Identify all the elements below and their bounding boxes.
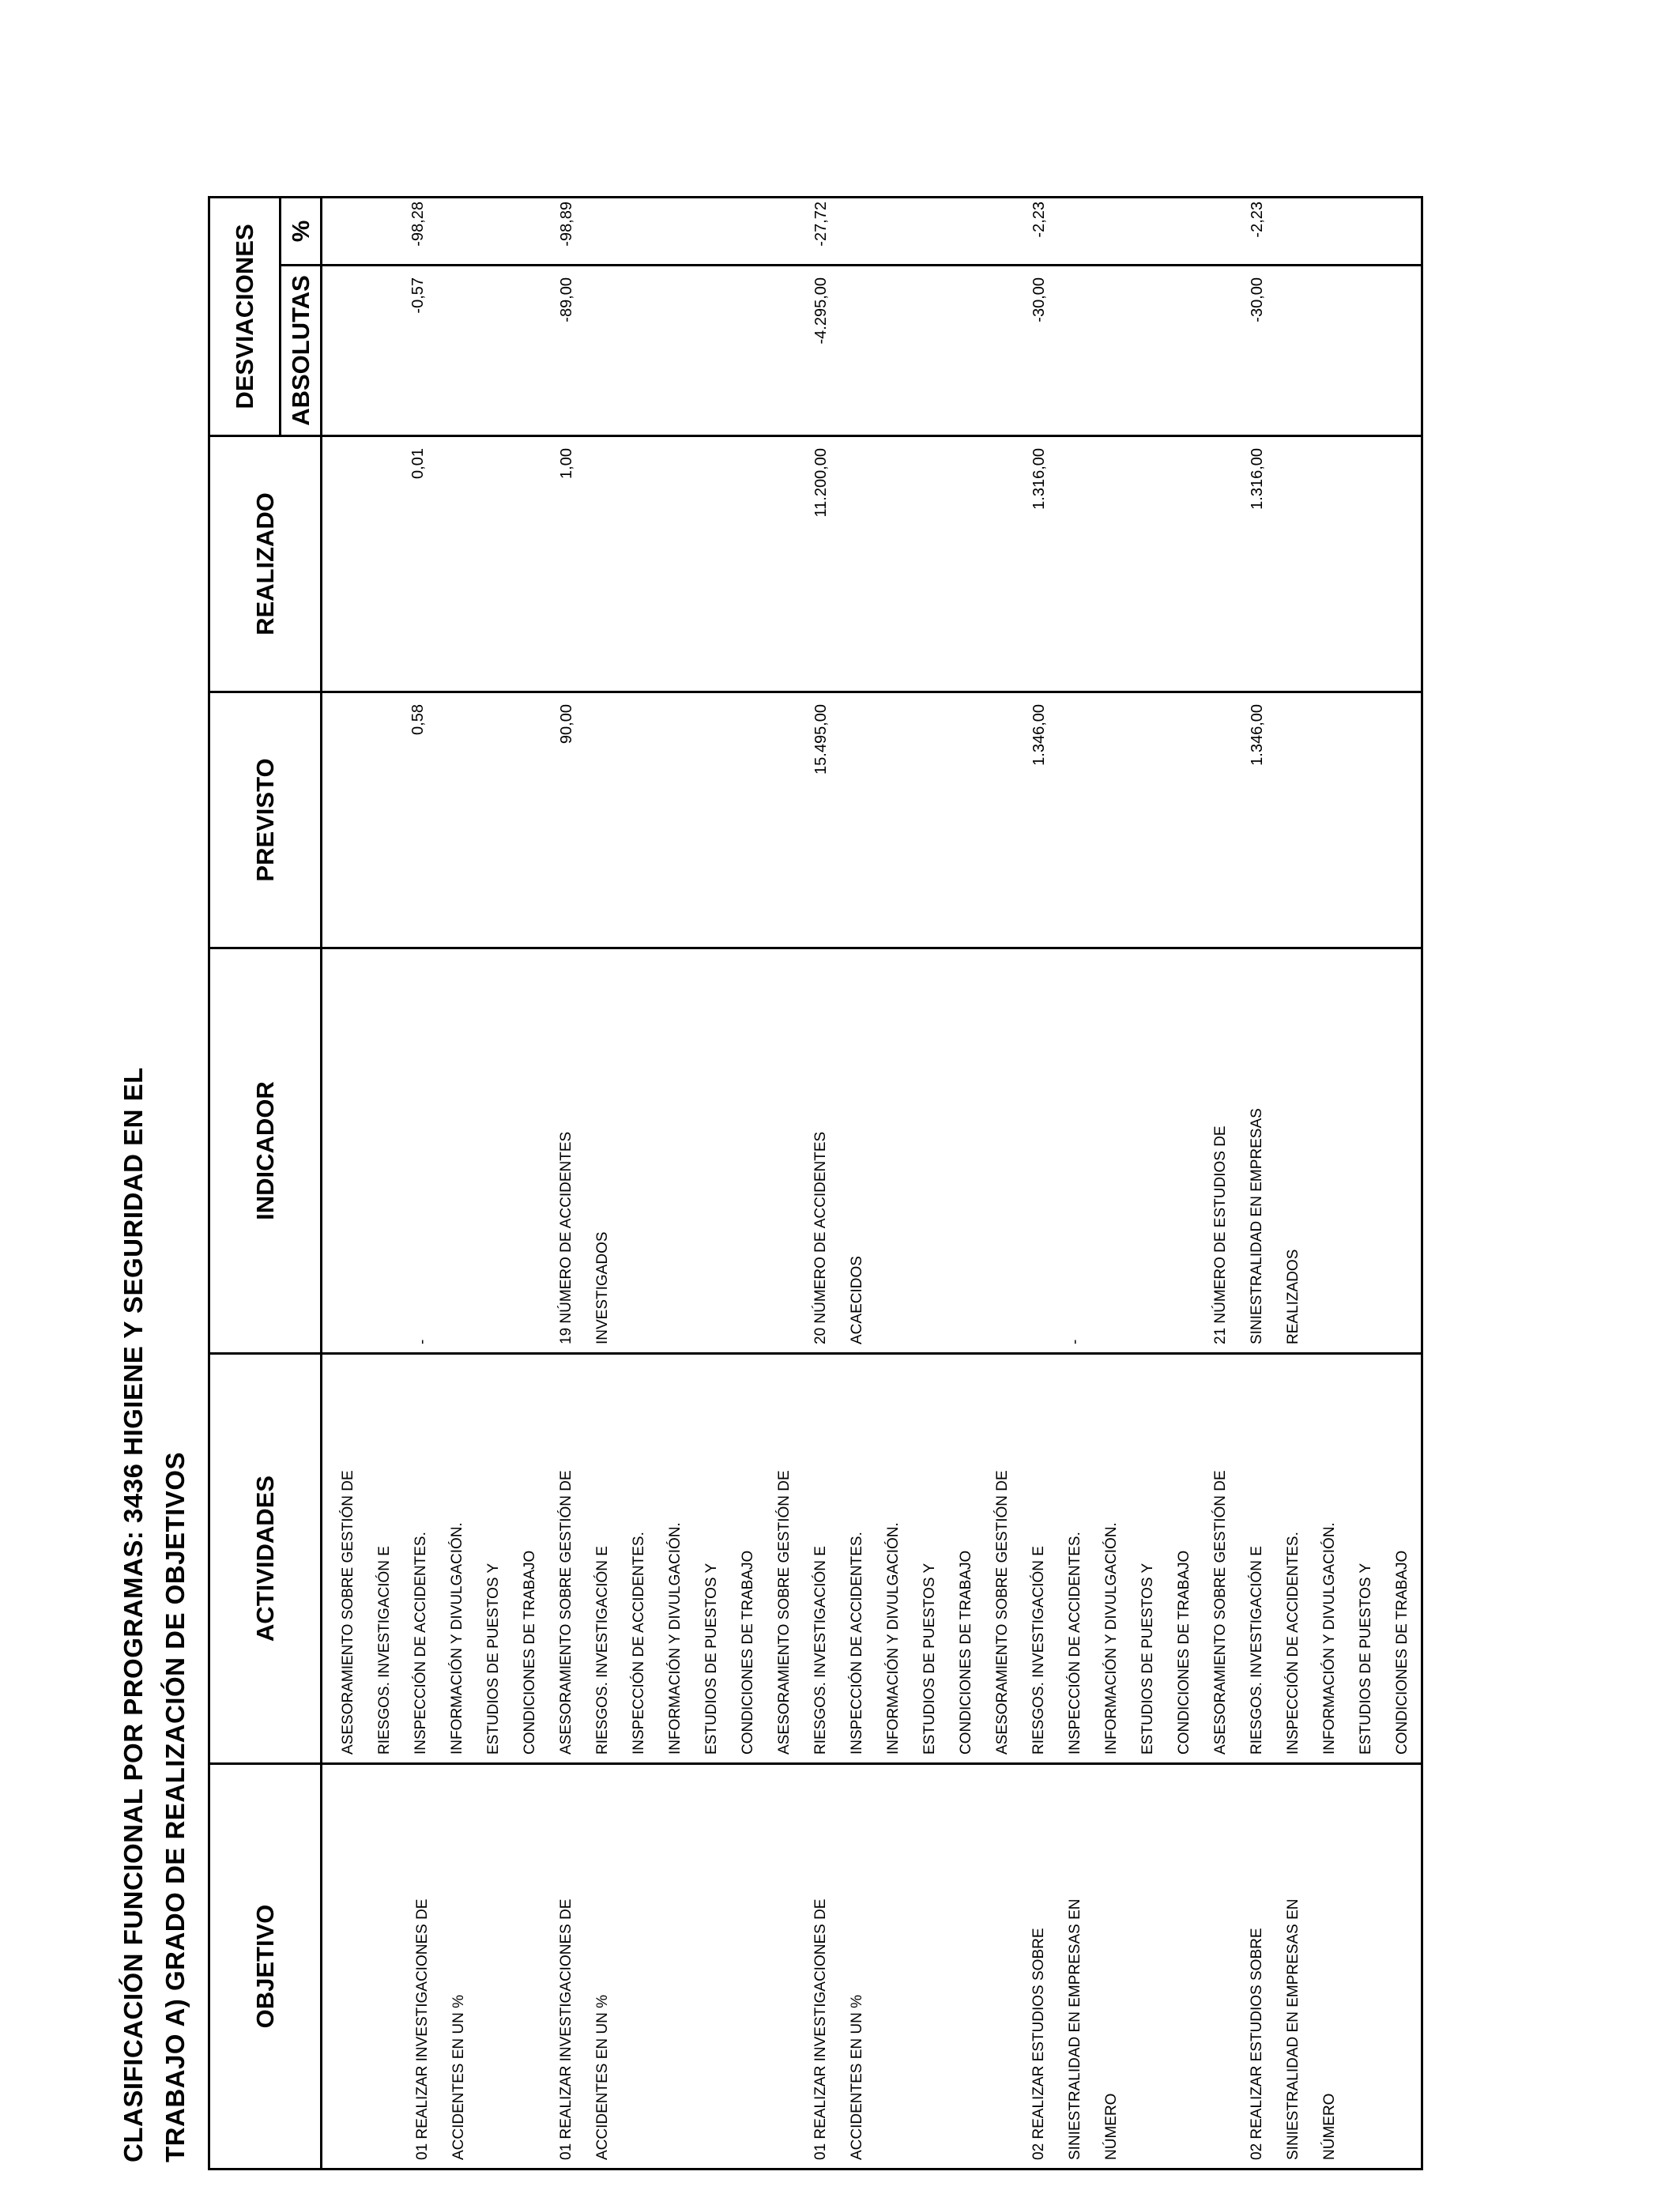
indicador-cell: - (414, 1339, 431, 1344)
objetivo-cell: 01 REALIZAR INVESTIGACIONES DE ACCIDENTES EN UN % (558, 1898, 611, 2160)
indicador-cell: 20 NÚMERO DE ACCIDENTES ACAECIDOS (812, 1131, 865, 1344)
previsto-cell: 0,58 (409, 704, 427, 735)
table-row (1203, 198, 1422, 2169)
objetivo-cell: 02 REALIZAR ESTUDIOS SOBRE SINIESTRALIDAD EN EMPRESAS EN NÚMERO (1249, 1898, 1338, 2160)
header-realizado: REALIZADO (209, 436, 322, 692)
absolutas-cell: -4.295,00 (812, 277, 830, 345)
porcentaje-cell: -2,23 (1030, 202, 1048, 238)
actividades-cell: ASESORAMIENTO SOBRE GESTIÓN DE RIESGOS. INVESTIGACIÓN E INSPECCIÓN DE ACCIDENTES. INFORMACIÓN Y DIVULGACIÓN. ESTUDIOS DE PUESTOS Y CONDICIONES DE TRABAJO (558, 1470, 756, 1755)
actividades-cell: ASESORAMIENTO SOBRE GESTIÓN DE RIESGOS. INVESTIGACIÓN E INSPECCIÓN DE ACCIDENTES. INFORMACIÓN Y DIVULGACIÓN. ESTUDIOS DE PUESTOS Y CONDICIONES DE TRABAJO (1212, 1470, 1411, 1755)
table-row (548, 198, 767, 2169)
objetivo-cell: 02 REALIZAR ESTUDIOS SOBRE SINIESTRALIDAD EN EMPRESAS EN NÚMERO (1030, 1898, 1120, 2160)
header-porcentaje: % (281, 198, 322, 266)
indicador-cell: - (1067, 1339, 1083, 1344)
objetivo-cell: 01 REALIZAR INVESTIGACIONES DE ACCIDENTES EN UN % (414, 1898, 467, 2160)
header-objetivo: OBJETIVO (209, 1764, 322, 2169)
porcentaje-cell: -98,89 (558, 202, 575, 247)
previsto-cell: 1.346,00 (1030, 704, 1048, 766)
realizado-cell: 1.316,00 (1030, 448, 1048, 510)
report-title-line-2: TRABAJO A) GRADO DE REALIZACIÓN DE OBJETIVOS (160, 1452, 190, 2162)
header-desviaciones: DESVIACIONES (209, 198, 281, 436)
objectives-table (208, 196, 1423, 2170)
header-absolutas: ABSOLUTAS (281, 266, 322, 436)
indicador-cell: 21 NÚMERO DE ESTUDIOS DE SINIESTRALIDAD EN EMPRESAS REALIZADOS (1212, 1108, 1301, 1344)
actividades-cell: ASESORAMIENTO SOBRE GESTIÓN DE RIESGOS. INVESTIGACIÓN E INSPECCIÓN DE ACCIDENTES. INFORMACIÓN Y DIVULGACIÓN. ESTUDIOS DE PUESTOS Y CONDICIONES DE TRABAJO (340, 1470, 538, 1755)
absolutas-cell: -30,00 (1030, 277, 1048, 322)
porcentaje-cell: -98,28 (409, 202, 427, 247)
realizado-cell: 1,00 (558, 448, 575, 479)
table-row (767, 198, 985, 2169)
actividades-cell: ASESORAMIENTO SOBRE GESTIÓN DE RIESGOS. INVESTIGACIÓN E INSPECCIÓN DE ACCIDENTES. INFORMACIÓN Y DIVULGACIÓN. ESTUDIOS DE PUESTOS Y CONDICIONES DE TRABAJO (994, 1470, 1192, 1755)
report-title-line-1: CLASIFICACIÓN FUNCIONAL POR PROGRAMAS: 3436 HIGIENE Y SEGURIDAD EN EL (119, 1067, 148, 2162)
previsto-cell: 1.346,00 (1249, 704, 1266, 766)
realizado-cell: 11.200,00 (812, 448, 830, 518)
actividades-cell: ASESORAMIENTO SOBRE GESTIÓN DE RIESGOS. INVESTIGACIÓN E INSPECCIÓN DE ACCIDENTES. INFORMACIÓN Y DIVULGACIÓN. ESTUDIOS DE PUESTOS Y CONDICIONES DE TRABAJO (776, 1470, 974, 1755)
absolutas-cell: -0,57 (409, 277, 427, 314)
table-row (322, 198, 549, 2169)
absolutas-cell: -89,00 (558, 277, 575, 322)
header-indicador: INDICADOR (209, 948, 322, 1354)
porcentaje-cell: -27,72 (812, 202, 830, 247)
realizado-cell: 0,01 (409, 448, 427, 479)
previsto-cell: 90,00 (558, 704, 575, 745)
objetivo-cell: 01 REALIZAR INVESTIGACIONES DE ACCIDENTES EN UN % (812, 1898, 865, 2160)
indicador-cell: 19 NÚMERO DE ACCIDENTES INVESTIGADOS (558, 1131, 611, 1344)
absolutas-cell: -30,00 (1249, 277, 1266, 322)
table-row (985, 198, 1203, 2169)
header-actividades: ACTIVIDADES (209, 1354, 322, 1764)
previsto-cell: 15.495,00 (812, 704, 830, 775)
realizado-cell: 1.316,00 (1249, 448, 1266, 510)
header-previsto: PREVISTO (209, 692, 322, 948)
porcentaje-cell: -2,23 (1249, 202, 1266, 238)
